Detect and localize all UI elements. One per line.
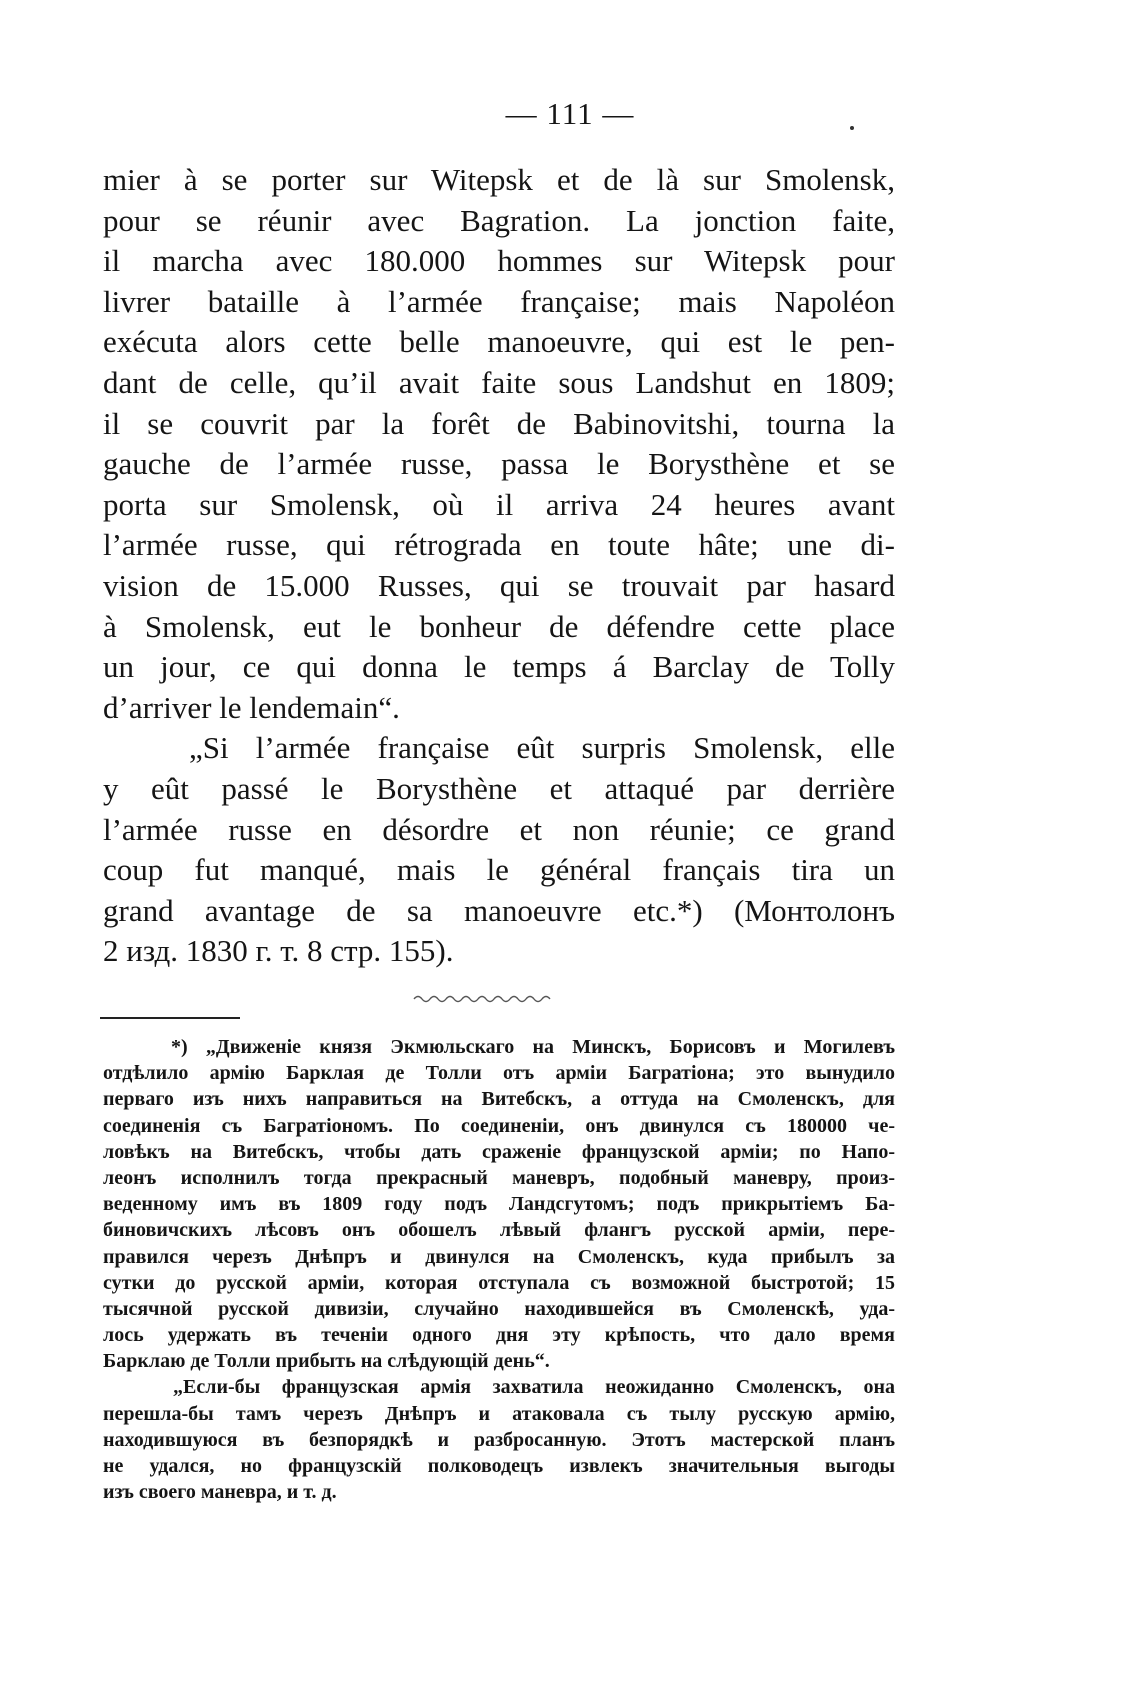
text-line: grand avantage de sa manoeuvre etc.*) (Монтолонъ [103,892,895,928]
text-line: exécuta alors cette belle manoeuvre, qui est le pen- [103,324,895,360]
footnote-line: соединенія съ Багратіономъ. По соединеніи, онъ двинулся съ 180000 че- [103,1114,895,1137]
footnote-rule [100,1017,240,1019]
footnote-line: *) „Движеніе князя Экмюльскаго на Минскъ, Борисовъ и Могилевъ [171,1036,895,1058]
footnote-line: Барклаю де Толли прибыть на слѣдующій день“. [103,1350,550,1373]
text-line: porta sur Smolensk, où il arriva 24 heures avant [103,486,895,522]
footnote-line: биновичскихъ лѣсовъ онъ обошелъ лѣвый флангъ русской арміи, пере- [103,1219,895,1242]
text-line: coup fut manqué, mais le général français tira un [103,852,895,888]
footnote-line: не удался, но французскій полководецъ извлекъ значительныя выгоды [103,1455,895,1477]
footnote-line: изъ своего маневра, и т. д. [103,1481,337,1504]
footnote-line: сутки до русской арміи, которая отступала съ возможной быстротой; 15 [103,1271,895,1294]
text-line: à Smolensk, eut le bonheur de défendre cette place [103,608,895,644]
footnote-line: правился черезъ Днѣпръ и двинулся на Смоленскъ, куда прибылъ за [103,1245,895,1268]
text-line: pour se réunir avec Bagration. La jonction faite, [103,202,895,238]
text-line: mier à se porter sur Witepsk et de là sur Smolensk, [103,162,895,197]
text-line: l’armée russe en désordre et non réunie; ce grand [103,811,895,847]
text-line: il marcha avec 180.000 hommes sur Witepsk pour [103,243,895,279]
text-line: gauche de l’armée russe, passa le Borysthène et se [103,446,895,482]
footnote-line: ловѣкъ на Витебскъ, чтобы дать сраженіе французской арміи; по Напо- [103,1140,895,1163]
main-text-block [103,160,895,972]
text-line: il se couvrit par la forêt de Babinovitshi, tourna la [103,405,895,441]
page-speck [850,126,854,130]
footnote-line: перешла-бы тамъ черезъ Днѣпръ и атаковала съ тылу русскую армію, [103,1402,895,1425]
footnote-line: лось удержать въ теченіи одного дня эту крѣпость, что дало время [103,1324,895,1347]
text-line: l’armée russe, qui rétrograda en toute hâte; une di- [103,527,895,563]
footnote-line: перваго изъ нихъ направиться на Витебскъ, а оттуда на Смоленскъ, для [103,1088,895,1111]
text-line: 2 изд. 1830 г. т. 8 стр. 155). [103,933,454,969]
footnote-line: „Если-бы французская армія захватила неожиданно Смоленскъ, она [173,1376,895,1399]
text-line: livrer bataille à l’armée française; mais Napoléon [103,283,895,319]
text-line: d’arriver le lendemain“. [103,689,400,725]
footnote-line: отдѣлило армію Барклая де Толли отъ арміи Багратіона; это вынудило [103,1062,895,1085]
footnote-line: леонъ исполнилъ тогда прекрасный маневръ, подобный маневру, произ- [103,1166,895,1189]
text-line: vision de 15.000 Russes, qui se trouvait par hasard [103,567,895,603]
footnote-line: находившуюся въ безпорядкѣ и разбросанную. Этотъ мастерской планъ [103,1428,895,1451]
footnote-line: тысячной русской дивизіи, случайно находившейся въ Смоленскѣ, уда- [103,1297,895,1320]
text-line: y eût passé le Borysthène et attaqué par derrière [103,770,895,806]
footnote-block [103,1034,895,1505]
footnote-line: веденному имъ въ 1809 году подъ Ландсгутомъ; подъ прикрытіемъ Ба- [103,1193,895,1216]
text-line: un jour, ce qui donna le temps á Barclay de Tolly [103,649,895,685]
page-number: — 111 — [505,96,635,131]
section-ornament [412,992,552,1006]
text-line: „Si l’armée française eût surpris Smolensk, elle [189,730,895,766]
text-line: dant de celle, qu’il avait faite sous Landshut en 1809; [103,364,895,400]
